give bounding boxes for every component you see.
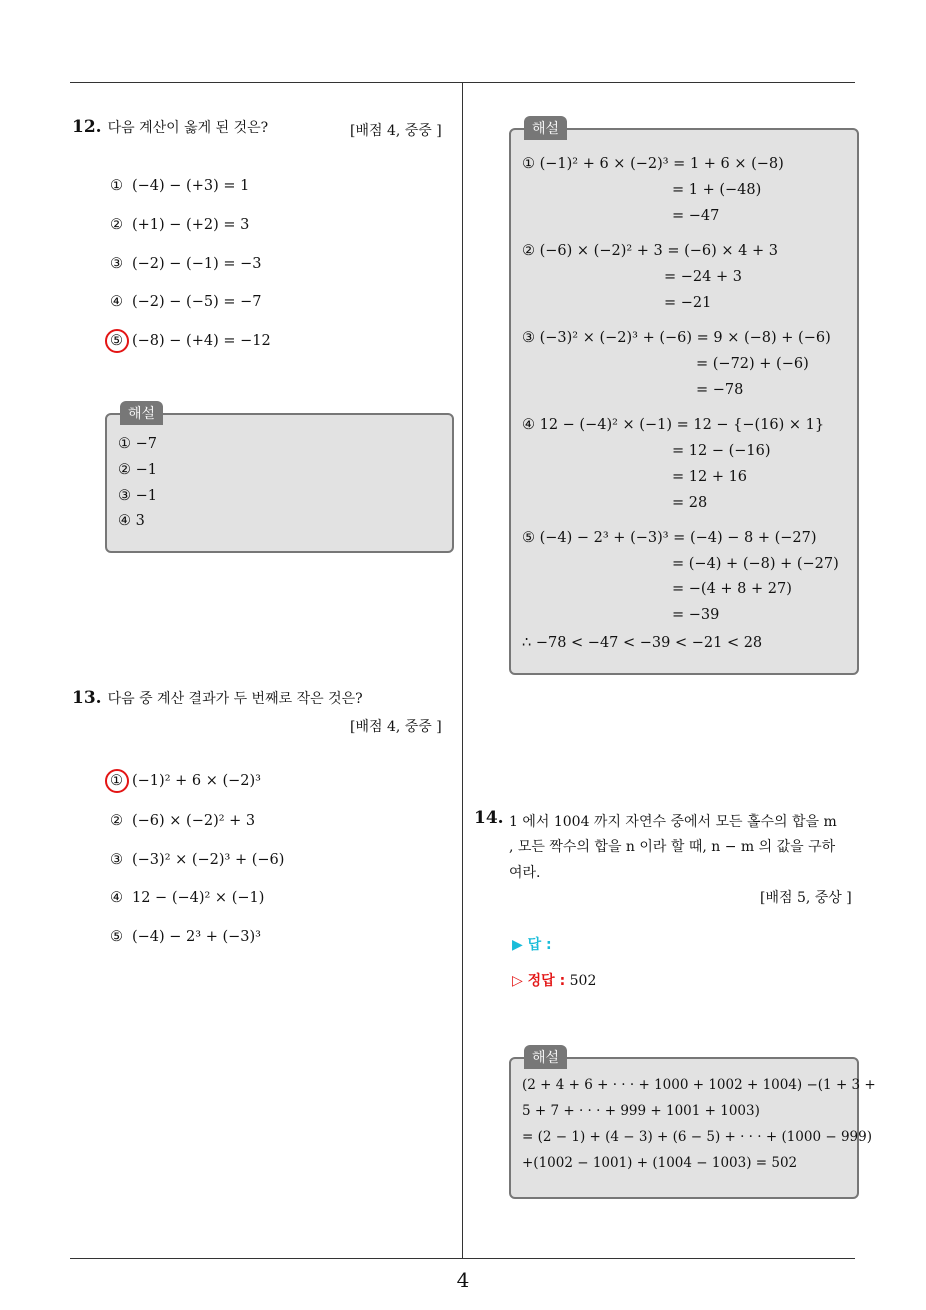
q12-solution-line: ② −1 (118, 462, 157, 478)
q14-solution-line: = (2 − 1) + (4 − 3) + (6 − 5) + · · · + (1000 − 999) (522, 1129, 873, 1145)
q12-solution-line: ③ −1 (118, 488, 157, 504)
q14-solution-line: +(1002 − 1001) + (1004 − 1003) = 502 (522, 1155, 798, 1171)
bottom-rule (70, 1258, 855, 1259)
q13-selected-mark (105, 769, 129, 793)
q13-option-2[interactable]: ② (−6) × (−2)² + 3 (110, 813, 256, 829)
q12-option-5[interactable]: ⑤ (−8) − (+4) = −12 (110, 333, 271, 349)
q14-solution-line: (2 + 4 + 6 + · · · + 1000 + 1002 + 1004) −(1 + 3 + (522, 1077, 876, 1093)
q13-number: 13. (72, 688, 102, 708)
q13-score: [배점 4, 중중 ] (350, 719, 442, 735)
q13-solution-line: = −24 + 3 (664, 269, 742, 285)
q13-solution-line: = −21 (664, 295, 712, 311)
q12-header (72, 117, 268, 137)
q14-solution-line: 5 + 7 + · · · + 999 + 1001 + 1003) (522, 1103, 760, 1119)
q14-correct-answer (512, 970, 596, 990)
q13-option-4[interactable]: ④ 12 − (−4)² × (−1) (110, 890, 265, 906)
q14-score: [배점 5, 중상 ] (760, 890, 852, 906)
q12-option-3[interactable]: ③ (−2) − (−1) = −3 (110, 256, 262, 272)
q12-solution-line: ④ 3 (118, 513, 145, 529)
q12-number: 12. (72, 117, 102, 137)
q14-number: 14. (474, 808, 504, 828)
q13-solution-line: ④ 12 − (−4)² × (−1) = 12 − {−(16) × 1} (522, 417, 825, 433)
q13-solution-line: = −(4 + 8 + 27) (672, 581, 792, 597)
q14-correct-label: ▷ 정답 : (512, 973, 566, 989)
q13-solution-line: = −47 (672, 208, 720, 224)
q14-answer-label: ▶ 답 : (512, 937, 552, 953)
q13-text: 다음 중 계산 결과가 두 번째로 작은 것은? (107, 691, 363, 707)
q13-solution-line: ⑤ (−4) − 2³ + (−3)³ = (−4) − 8 + (−27) (522, 530, 817, 546)
q12-option-1[interactable]: ① (−4) − (+3) = 1 (110, 178, 250, 194)
q13-solution-line: = −39 (672, 607, 720, 623)
q12-solution-tab: 해설 (120, 401, 163, 425)
q13-solution-line: ① (−1)² + 6 × (−2)³ = 1 + 6 × (−8) (522, 156, 784, 172)
q14-text-line3: 여라. (509, 865, 541, 881)
q12-selected-mark (105, 329, 129, 353)
q13-solution-line: = (−72) + (−6) (696, 356, 809, 372)
q12-solution-line: ① −7 (118, 436, 157, 452)
q12-text: 다음 계산이 옳게 된 것은? (107, 120, 269, 136)
q13-solution-line: = 28 (672, 495, 708, 511)
q13-solution-line: ∴ −78 < −47 < −39 < −21 < 28 (522, 635, 763, 651)
page-number: 4 (456, 1268, 470, 1292)
q14-text-line2: , 모든 짝수의 합을 n 이라 할 때, n − m 의 값을 구하 (509, 839, 836, 855)
q14-solution-tab: 해설 (524, 1045, 567, 1069)
q12-solution-box (105, 413, 454, 553)
q13-solution-line: = (−4) + (−8) + (−27) (672, 556, 839, 572)
q13-solution-line: = 12 + 16 (672, 469, 748, 485)
q13-solution-line: ③ (−3)² × (−2)³ + (−6) = 9 × (−8) + (−6) (522, 330, 831, 346)
q12-option-2[interactable]: ② (+1) − (+2) = 3 (110, 217, 250, 233)
q13-header (72, 688, 363, 708)
q12-score: [배점 4, 중중 ] (350, 123, 442, 139)
q13-option-3[interactable]: ③ (−3)² × (−2)³ + (−6) (110, 852, 285, 868)
q13-option-5[interactable]: ⑤ (−4) − 2³ + (−3)³ (110, 929, 261, 945)
q14-correct-value: 502 (569, 973, 597, 989)
q13-solution-tab: 해설 (524, 116, 567, 140)
q12-option-4[interactable]: ④ (−2) − (−5) = −7 (110, 294, 262, 310)
q13-solution-line: = 12 − (−16) (672, 443, 771, 459)
q14-text-line1: 1 에서 1004 까지 자연수 중에서 모든 홀수의 합을 m (509, 814, 837, 830)
q13-solution-line: = 1 + (−48) (672, 182, 762, 198)
q13-option-1[interactable]: ① (−1)² + 6 × (−2)³ (110, 773, 261, 789)
q13-solution-line: ② (−6) × (−2)² + 3 = (−6) × 4 + 3 (522, 243, 779, 259)
column-divider (462, 82, 463, 1258)
q13-solution-line: = −78 (696, 382, 744, 398)
